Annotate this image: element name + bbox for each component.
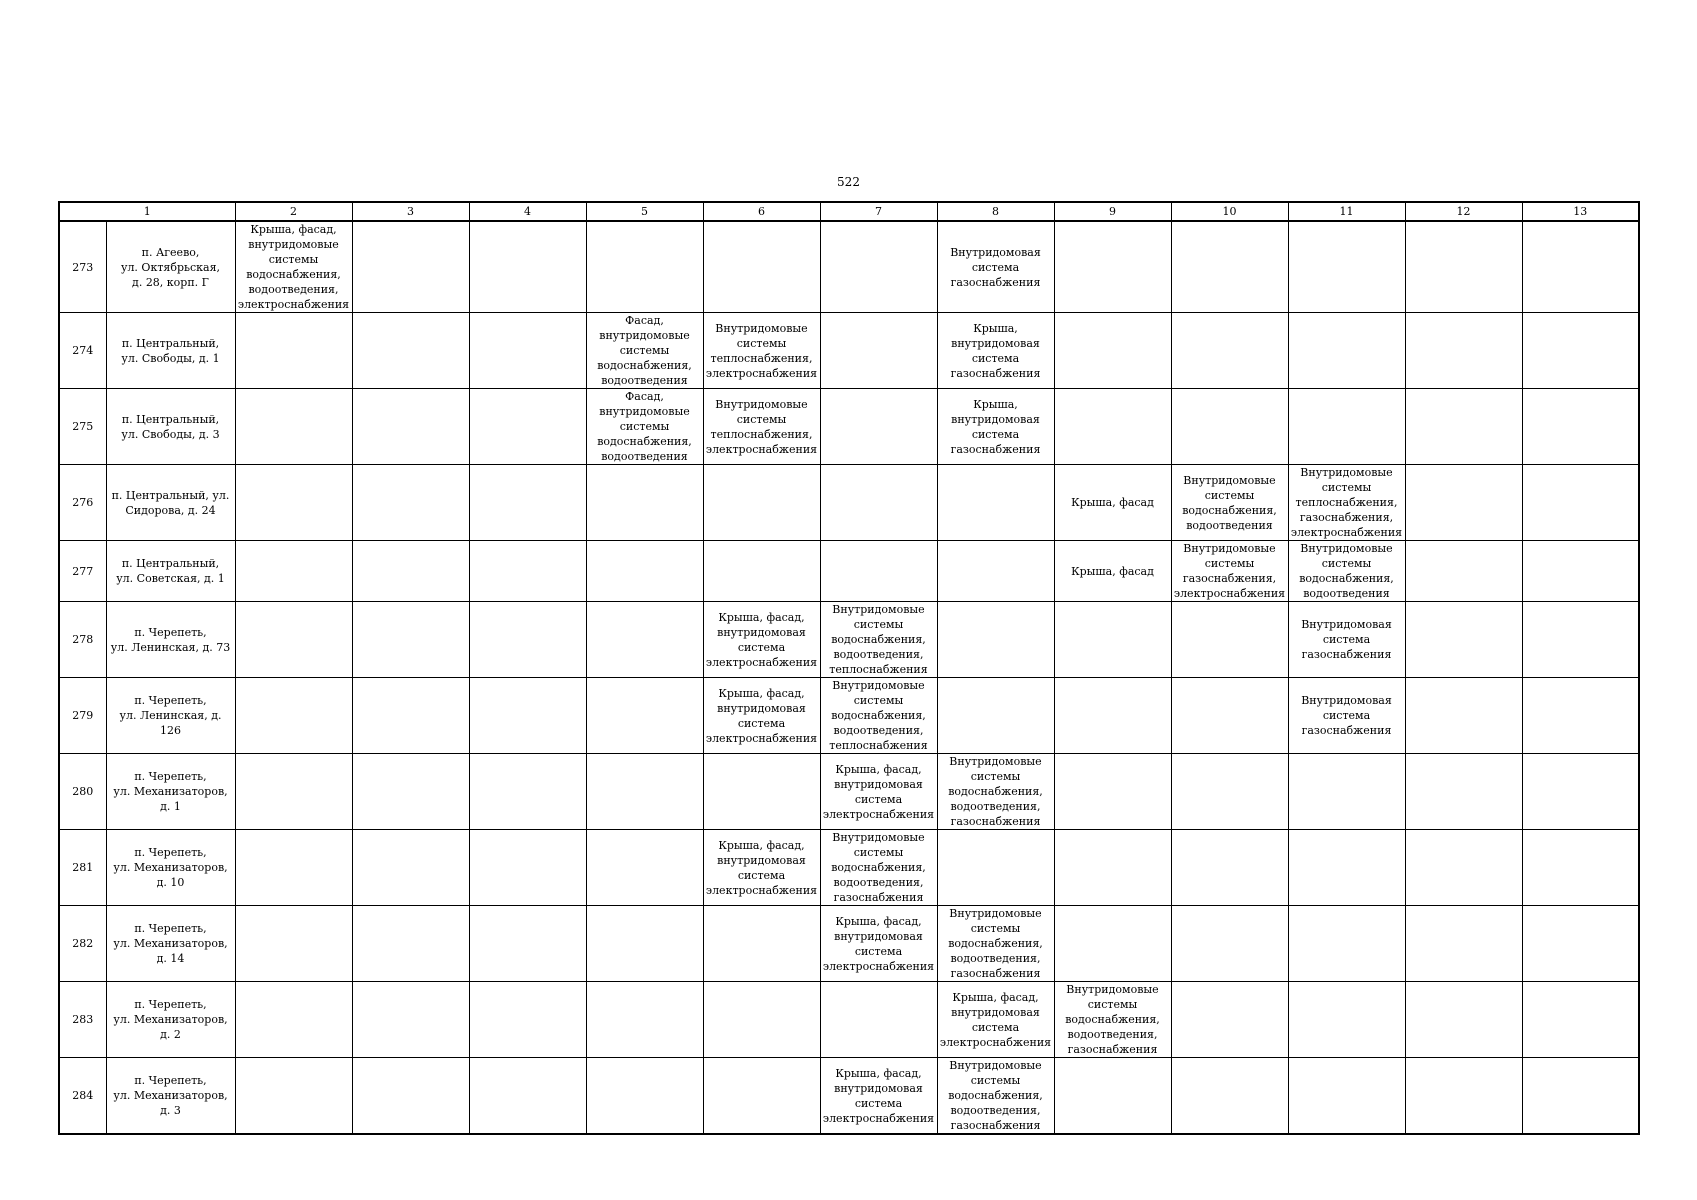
work-cell [1054,541,1171,602]
work-text: Внутридомовая система газоснабжения [950,245,1041,289]
address-text: п. Черепеть, ул. Механизаторов, д. 14 [113,922,228,965]
work-cell [586,754,703,830]
work-text: Внутридомовые системы газоснабжения, электроснабжения [1173,542,1286,600]
work-cell [1405,982,1522,1058]
work-cell [235,830,352,906]
address-cell [106,982,235,1058]
work-cell [1522,465,1639,541]
work-cell [352,906,469,982]
work-cell [469,906,586,982]
work-text: Внутридомовые системы водоснабжения, водоотведения [1182,473,1277,532]
address-text: п. Черепеть, ул. Механизаторов, д. 3 [113,1074,228,1117]
work-text: Фасад, внутридомовые системы водоснабжения, водоотведения [597,390,692,463]
work-cell [937,1058,1054,1135]
table-row [59,313,1639,389]
work-cell [586,465,703,541]
work-text: Внутридомовые системы теплоснабжения, электроснабжения [705,321,818,380]
table-body [59,221,1639,1134]
work-cell [820,906,937,982]
address-cell [106,465,235,541]
work-cell [1522,541,1639,602]
work-text: Крыша, внутридомовая система газоснабжения [950,321,1041,380]
work-cell [586,602,703,678]
work-cell [1405,313,1522,389]
column-header: 3 [352,202,469,221]
work-cell [1288,754,1405,830]
column-header: 11 [1288,202,1405,221]
address-text: п. Агеево, ул. Октябрьская, д. 28, корп. Г [120,245,221,289]
work-cell [469,313,586,389]
work-cell [1288,541,1405,602]
row-number: 279 [59,678,106,754]
work-cell [586,1058,703,1135]
work-cell [352,830,469,906]
work-text: Крыша, фасад, внутридомовая система электроснабжения [705,610,818,669]
column-header: 12 [1405,202,1522,221]
work-cell [820,389,937,465]
work-cell [469,754,586,830]
work-cell [1288,602,1405,678]
work-cell [820,678,937,754]
address-cell [106,541,235,602]
column-header: 10 [1171,202,1288,221]
work-cell [1405,602,1522,678]
work-cell [703,678,820,754]
work-cell [469,982,586,1058]
work-cell [1405,1058,1522,1135]
row-number: 283 [59,982,106,1058]
work-cell [1405,754,1522,830]
work-cell [820,982,937,1058]
table-row [59,389,1639,465]
row-number: 274 [59,313,106,389]
address-text: п. Черепеть, ул. Механизаторов, д. 2 [113,998,228,1041]
column-header: 5 [586,202,703,221]
work-cell [1054,906,1171,982]
work-cell [820,602,937,678]
work-cell [1288,389,1405,465]
address-text: п. Центральный, ул. Свободы, д. 1 [121,336,220,365]
work-cell [469,541,586,602]
address-text: п. Центральный, ул. Советская, д. 1 [116,557,225,585]
work-cell [1405,465,1522,541]
work-text: Крыша, фасад, внутридомовая система электроснабжения [705,686,818,745]
work-cell [352,1058,469,1135]
work-cell [586,982,703,1058]
work-cell [703,830,820,906]
work-cell [1171,221,1288,313]
work-cell [937,678,1054,754]
work-cell [235,313,352,389]
work-text: Внутридомовые системы водоснабжения, водоотведения, газоснабжения [948,1059,1043,1132]
column-header: 13 [1522,202,1639,221]
work-cell [820,313,937,389]
address-cell [106,221,235,313]
work-cell [820,541,937,602]
address-text: п. Центральный, ул. Сидорова, д. 24 [111,488,230,517]
work-cell [1288,830,1405,906]
work-cell [820,830,937,906]
work-cell [1405,541,1522,602]
work-cell [703,906,820,982]
work-cell [937,906,1054,982]
address-cell [106,1058,235,1135]
work-cell [235,389,352,465]
work-cell [352,313,469,389]
work-cell [937,465,1054,541]
work-cell [820,754,937,830]
work-cell [1405,906,1522,982]
work-cell [1171,541,1288,602]
work-text: Внутридомовая система газоснабжения [1301,618,1392,661]
work-cell [937,221,1054,313]
work-text: Внутридомовые системы водоснабжения, водоотведения, теплоснабжения [829,603,928,676]
row-number: 275 [59,389,106,465]
work-cell [1288,221,1405,313]
work-cell [586,906,703,982]
work-cell [820,221,937,313]
table-row [59,602,1639,678]
work-cell [352,678,469,754]
row-number: 284 [59,1058,106,1135]
work-text: Внутридомовые системы водоснабжения, водоотведения, теплоснабжения [829,679,928,752]
work-text: Внутридомовая система газоснабжения [1301,694,1392,737]
work-cell [1054,313,1171,389]
column-header: 8 [937,202,1054,221]
work-cell [703,602,820,678]
work-cell [1405,221,1522,313]
work-cell [1522,389,1639,465]
work-cell [352,541,469,602]
work-cell [469,678,586,754]
work-cell [1522,830,1639,906]
work-cell [469,1058,586,1135]
work-cell [352,389,469,465]
work-cell [352,465,469,541]
work-cell [1522,906,1639,982]
work-cell [937,982,1054,1058]
work-cell [937,830,1054,906]
work-cell [1171,982,1288,1058]
table-row [59,1058,1639,1135]
column-header: 1 [59,202,235,221]
work-text: Фасад, внутридомовые системы водоснабжения, водоотведения [597,314,692,387]
work-cell [1522,1058,1639,1135]
row-number: 281 [59,830,106,906]
table-row [59,830,1639,906]
row-number: 276 [59,465,106,541]
work-cell [235,221,352,313]
table-row [59,678,1639,754]
work-cell [1522,754,1639,830]
address-cell [106,754,235,830]
work-cell [1054,982,1171,1058]
table-row [59,906,1639,982]
row-number: 277 [59,541,106,602]
work-text: Внутридомовые системы водоснабжения, водоотведения [1299,542,1394,600]
address-text: п. Черепеть, ул. Ленинская, д. 126 [119,694,222,737]
work-cell [1171,313,1288,389]
work-cell [703,1058,820,1135]
header-row [59,202,1639,221]
work-cell [1171,389,1288,465]
work-cell [469,830,586,906]
work-text: Крыша, фасад [1071,496,1154,509]
work-cell [1054,754,1171,830]
work-cell [235,678,352,754]
work-cell [820,465,937,541]
work-cell [1288,1058,1405,1135]
address-cell [106,602,235,678]
work-cell [1522,602,1639,678]
work-text: Крыша, внутридомовая система газоснабжения [950,397,1041,456]
work-cell [1522,678,1639,754]
work-text: Внутридомовые системы водоснабжения, водоотведения, газоснабжения [948,755,1043,828]
work-cell [703,982,820,1058]
address-text: п. Черепеть, ул. Механизаторов, д. 10 [113,846,228,889]
work-cell [469,389,586,465]
work-cell [1288,982,1405,1058]
work-text: Внутридомовые системы водоснабжения, водоотведения, газоснабжения [1065,983,1160,1056]
work-text: Крыша, фасад, внутридомовая система электроснабжения [822,914,935,973]
work-cell [703,465,820,541]
work-text: Крыша, фасад [1071,564,1154,578]
work-cell [937,313,1054,389]
work-cell [1288,465,1405,541]
row-number: 282 [59,906,106,982]
address-cell [106,830,235,906]
work-cell [703,313,820,389]
work-cell [1522,982,1639,1058]
work-cell [1054,678,1171,754]
work-cell [1054,830,1171,906]
work-cell [1171,465,1288,541]
work-cell [1054,221,1171,313]
work-text: Крыша, фасад, внутридомовая система электроснабжения [822,1066,935,1125]
work-cell [1288,906,1405,982]
work-text: Внутридомовые системы теплоснабжения, газоснабжения, электроснабжения [1290,466,1403,539]
work-cell [937,602,1054,678]
work-cell [235,1058,352,1135]
column-header: 6 [703,202,820,221]
repair-schedule-table [58,201,1640,1135]
work-cell [1405,389,1522,465]
work-cell [1405,830,1522,906]
address-cell [106,678,235,754]
work-text: Крыша, фасад, внутридомовая система электроснабжения [822,762,935,821]
work-cell [352,982,469,1058]
work-cell [235,465,352,541]
work-cell [235,602,352,678]
work-cell [586,313,703,389]
column-header: 9 [1054,202,1171,221]
work-cell [1288,313,1405,389]
work-cell [703,541,820,602]
address-cell [106,313,235,389]
work-text: Внутридомовые системы водоснабжения, водоотведения, газоснабжения [948,907,1043,980]
work-cell [1171,906,1288,982]
work-cell [586,678,703,754]
column-header: 2 [235,202,352,221]
work-cell [1054,602,1171,678]
work-cell [1171,1058,1288,1135]
work-cell [235,754,352,830]
work-cell [820,1058,937,1135]
work-cell [1054,389,1171,465]
work-cell [586,541,703,602]
address-cell [106,389,235,465]
table-row [59,754,1639,830]
column-header: 7 [820,202,937,221]
work-cell [1171,754,1288,830]
work-cell [1522,221,1639,313]
table-row [59,465,1639,541]
work-cell [1171,830,1288,906]
work-cell [1054,465,1171,541]
work-cell [937,754,1054,830]
row-number: 280 [59,754,106,830]
work-cell [703,389,820,465]
work-cell [1522,313,1639,389]
work-cell [703,754,820,830]
work-cell [352,602,469,678]
work-cell [235,541,352,602]
work-text: Крыша, фасад, внутридомовые системы водоснабжения, водоотведения, электроснабжения [237,223,350,311]
column-header: 4 [469,202,586,221]
work-cell [352,754,469,830]
work-cell [235,982,352,1058]
work-text: Крыша, фасад, внутридомовая система электроснабжения [939,990,1052,1049]
work-cell [235,906,352,982]
row-number: 278 [59,602,106,678]
work-text: Внутридомовые системы водоснабжения, водоотведения, газоснабжения [831,831,926,904]
table-row [59,982,1639,1058]
work-cell [469,221,586,313]
work-cell [1054,1058,1171,1135]
address-text: п. Центральный, ул. Свободы, д. 3 [121,412,220,441]
table-row [59,221,1639,313]
address-text: п. Черепеть, ул. Механизаторов, д. 1 [113,770,228,813]
work-cell [703,221,820,313]
work-cell [937,541,1054,602]
work-cell [469,602,586,678]
page-number: 522 [837,175,860,189]
work-cell [937,389,1054,465]
row-number: 273 [59,221,106,313]
address-text: п. Черепеть, ул. Ленинская, д. 73 [110,625,231,654]
work-text: Внутридомовые системы теплоснабжения, электроснабжения [705,397,818,456]
work-text: Крыша, фасад, внутридомовая система электроснабжения [705,838,818,897]
work-cell [586,389,703,465]
work-cell [586,830,703,906]
address-cell [106,906,235,982]
work-cell [1405,678,1522,754]
work-cell [352,221,469,313]
table-row [59,541,1639,602]
work-cell [469,465,586,541]
work-cell [1288,678,1405,754]
work-cell [1171,678,1288,754]
work-cell [586,221,703,313]
work-cell [1171,602,1288,678]
